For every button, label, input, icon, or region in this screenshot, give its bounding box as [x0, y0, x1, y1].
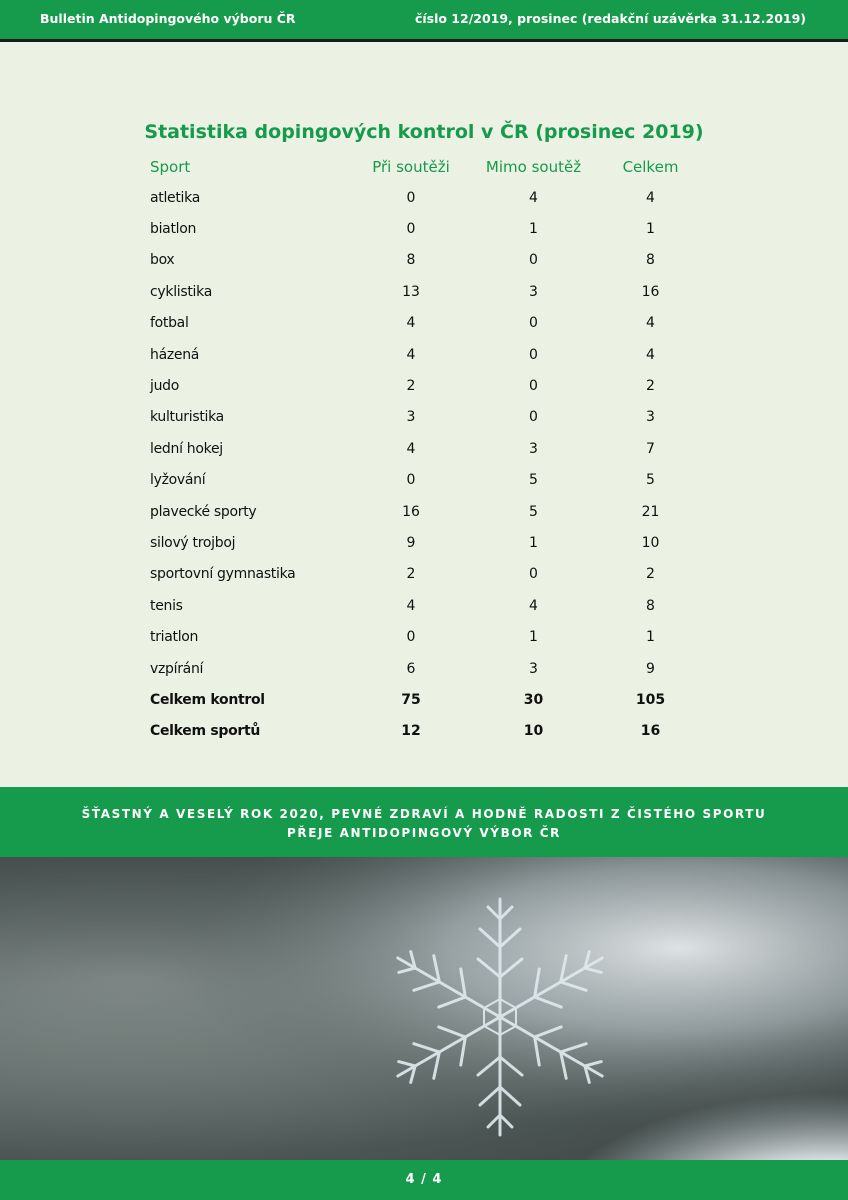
table-row: [140, 245, 700, 276]
cell-total: 7: [646, 440, 655, 457]
greeting-line-1: ŠŤASTNÝ A VESELÝ ROK 2020, PEVNÉ ZDRAVÍ A HODNĚ RADOSTI Z ČISTÉHO SPORTU: [81, 807, 767, 821]
cell-in-competition: 0: [406, 189, 416, 206]
cell-out-of-competition: 0: [529, 252, 538, 269]
cell-in-competition: 13: [402, 283, 420, 300]
table-row: [140, 496, 700, 527]
cell-out-of-competition: 3: [529, 283, 538, 300]
table-title: Statistika dopingových kontrol v ČR (prosinec 2019): [144, 121, 704, 143]
cell-total: 3: [646, 409, 655, 426]
cell-out-of-competition: 3: [529, 660, 538, 677]
table-header-row: [140, 152, 700, 182]
cell-in-competition: 75: [401, 691, 421, 708]
cell-total: 1: [646, 629, 655, 646]
table-row: [140, 465, 700, 496]
cell-sport: sportovní gymnastika: [150, 566, 296, 583]
cell-in-competition: 0: [406, 629, 416, 646]
header-bar: [0, 0, 848, 42]
cell-in-competition: 3: [406, 409, 416, 426]
table-row: [140, 433, 700, 464]
table-row: [140, 402, 700, 433]
cell-out-of-competition: 0: [529, 409, 538, 426]
cell-total: 16: [640, 722, 661, 739]
cell-sport: Celkem sportů: [150, 722, 261, 739]
column-header-total: Celkem: [622, 158, 679, 176]
cell-sport: lední hokej: [150, 440, 223, 457]
table-row: [140, 621, 700, 652]
cell-out-of-competition: 4: [529, 597, 538, 614]
issue-info: číslo 12/2019, prosinec (redakční uzávěrka 31.12.2019): [414, 11, 806, 26]
cell-total: 4: [646, 346, 655, 363]
cell-in-competition: 0: [406, 221, 416, 238]
cell-sport: házená: [150, 346, 200, 363]
cell-out-of-competition: 30: [523, 691, 544, 708]
cell-sport: lyžování: [150, 472, 206, 489]
table-row: [140, 559, 700, 590]
cell-out-of-competition: 1: [529, 534, 538, 551]
cell-total: 2: [646, 566, 655, 583]
cell-sport: atletika: [150, 189, 200, 206]
main-content: [0, 42, 848, 787]
cell-total: 2: [646, 378, 655, 395]
cell-in-competition: 2: [406, 566, 416, 583]
cell-out-of-competition: 0: [529, 566, 538, 583]
table-row: [140, 527, 700, 558]
cell-in-competition: 8: [406, 252, 416, 269]
column-header-out-of-competition: Mimo soutěž: [485, 158, 582, 176]
table-row: [140, 370, 700, 401]
cell-sport: plavecké sporty: [150, 503, 257, 520]
cell-in-competition: 6: [406, 660, 416, 677]
cell-total: 21: [641, 503, 660, 520]
table-row: [140, 308, 700, 339]
cell-total: 8: [646, 597, 655, 614]
table-row: [140, 653, 700, 684]
cell-total: 4: [646, 189, 655, 206]
table-row: [140, 213, 700, 244]
cell-sport: box: [150, 252, 175, 269]
table-row: [140, 276, 700, 307]
table-row: [140, 182, 700, 213]
cell-in-competition: 4: [406, 315, 416, 332]
new-year-greeting: [0, 787, 848, 857]
cell-out-of-competition: 5: [529, 503, 538, 520]
cell-sport: vzpírání: [150, 660, 204, 677]
cell-in-competition: 4: [406, 440, 416, 457]
cell-total: 105: [635, 691, 666, 708]
cell-sport: fotbal: [150, 315, 189, 332]
cell-out-of-competition: 0: [529, 315, 538, 332]
cell-sport: biatlon: [150, 221, 197, 238]
cell-sport: kulturistika: [150, 409, 224, 426]
cell-in-competition: 9: [406, 534, 416, 551]
cell-total: 5: [646, 472, 655, 489]
cell-sport: triatlon: [150, 629, 199, 646]
snowflake-photo: [0, 857, 848, 1160]
cell-sport: tenis: [150, 597, 183, 614]
cell-out-of-competition: 3: [529, 440, 538, 457]
cell-total: 1: [646, 221, 655, 238]
cell-in-competition: 0: [406, 472, 416, 489]
cell-out-of-competition: 4: [529, 189, 538, 206]
cell-out-of-competition: 1: [529, 629, 538, 646]
cell-in-competition: 12: [401, 722, 421, 739]
cell-total: 10: [641, 534, 660, 551]
cell-out-of-competition: 0: [529, 378, 538, 395]
cell-in-competition: 4: [406, 346, 416, 363]
table-row: [140, 590, 700, 621]
table-row: [140, 339, 700, 370]
cell-out-of-competition: 1: [529, 221, 538, 238]
cell-out-of-competition: 5: [529, 472, 538, 489]
bulletin-name: Bulletin Antidopingového výboru ČR: [40, 11, 296, 26]
snowflake-image: [0, 857, 848, 1160]
cell-in-competition: 2: [406, 378, 416, 395]
page-footer: [0, 1160, 848, 1200]
cell-total: 9: [646, 660, 655, 677]
column-header-sport: Sport: [150, 158, 191, 176]
page-number: 4 / 4: [405, 1172, 443, 1187]
cell-sport: silový trojboj: [150, 534, 236, 551]
cell-total: 4: [646, 315, 655, 332]
cell-in-competition: 16: [402, 503, 420, 520]
cell-out-of-competition: 0: [529, 346, 538, 363]
total-row: [140, 684, 700, 715]
doping-stats-table: [140, 152, 700, 746]
cell-sport: Celkem kontrol: [150, 691, 265, 708]
column-header-in-competition: Při soutěži: [372, 158, 450, 176]
cell-total: 16: [641, 283, 660, 300]
cell-sport: judo: [150, 378, 180, 395]
cell-total: 8: [646, 252, 655, 269]
cell-out-of-competition: 10: [523, 722, 544, 739]
total-row: [140, 715, 700, 746]
cell-in-competition: 4: [406, 597, 416, 614]
greeting-line-2: PŘEJE ANTIDOPINGOVÝ VÝBOR ČR: [287, 826, 561, 840]
cell-sport: cyklistika: [150, 283, 212, 300]
